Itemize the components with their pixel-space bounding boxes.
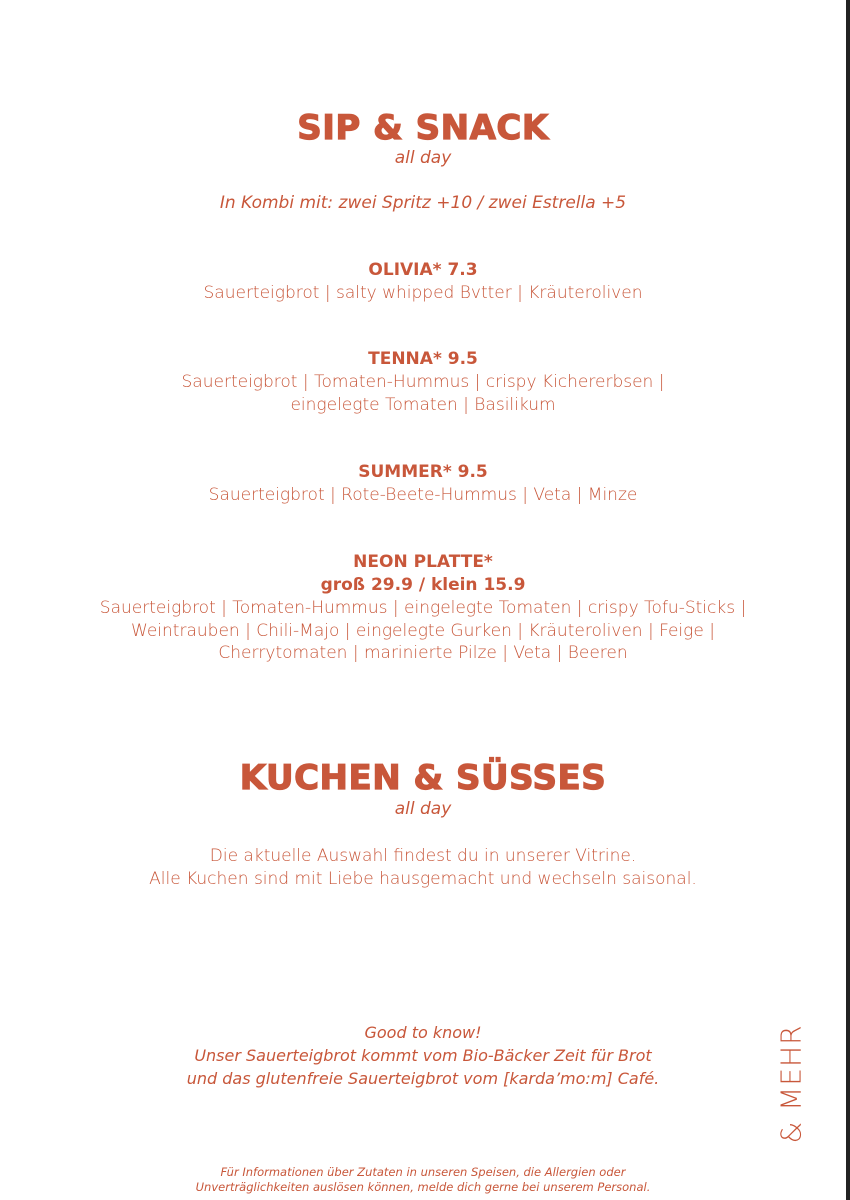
kuchen-description: Die aktuelle Auswahl findest du in unserer Vitrine. xyxy=(209,846,637,866)
combo-note: In Kombi mit: zwei Spritz +10 / zwei Estrella +5 xyxy=(219,193,627,213)
section-title-kuchen: KUCHEN & SÜSSES xyxy=(239,758,607,798)
menu-item-description: Cherrytomaten | marinierte Pilze | Veta | Beeren xyxy=(218,643,628,663)
menu-item-description: Sauerteigbrot | Tomaten-Hummus | eingelegte Tomaten | crispy Tofu-Sticks | xyxy=(99,598,747,618)
menu-item-description: Weintrauben | Chili-Majo | eingelegte Gurken | Kräuteroliven | Feige | xyxy=(131,621,715,641)
good-to-know-text: und das glutenfreie Sauerteigbrot vom [karda’mo:m] Café. xyxy=(186,1069,660,1088)
menu-item-title: OLIVIA* 7.3 xyxy=(368,260,478,280)
good-to-know-text: Unser Sauerteigbrot kommt vom Bio-Bäcker Zeit für Brot xyxy=(194,1046,652,1065)
page-edge xyxy=(846,0,850,1200)
allergy-footer: Für Informationen über Zutaten in unseren Speisen, die Allergien oder xyxy=(220,1165,626,1179)
menu-item-description: eingelegte Tomaten | Basilikum xyxy=(290,395,556,415)
allergy-footer: Unverträglichkeiten auslösen können, melde dich gerne bei unserem Personal. xyxy=(195,1180,651,1194)
menu-item-price: groß 29.9 / klein 15.9 xyxy=(320,575,526,595)
side-label: & MEHR xyxy=(774,1024,808,1144)
menu-item-description: Sauerteigbrot | Rote-Beete-Hummus | Veta | Minze xyxy=(208,485,638,505)
section-title-sip-snack: SIP & SNACK xyxy=(297,108,549,148)
menu-item-title: NEON PLATTE* xyxy=(353,552,493,572)
menu-item-description: Sauerteigbrot | Tomaten-Hummus | crispy Kichererbsen | xyxy=(181,372,665,392)
menu-item-description: Sauerteigbrot | salty whipped Bvtter | Kräuteroliven xyxy=(203,283,643,303)
section-subtitle-kuchen: all day xyxy=(394,799,452,819)
side-label-container xyxy=(776,1020,806,1148)
menu-item-title: TENNA* 9.5 xyxy=(368,349,478,369)
good-to-know-heading: Good to know! xyxy=(364,1023,482,1042)
kuchen-description: Alle Kuchen sind mit Liebe hausgemacht und wechseln saisonal. xyxy=(149,869,697,889)
menu-item-title: SUMMER* 9.5 xyxy=(358,462,488,482)
section-subtitle-sip-snack: all day xyxy=(394,148,452,168)
